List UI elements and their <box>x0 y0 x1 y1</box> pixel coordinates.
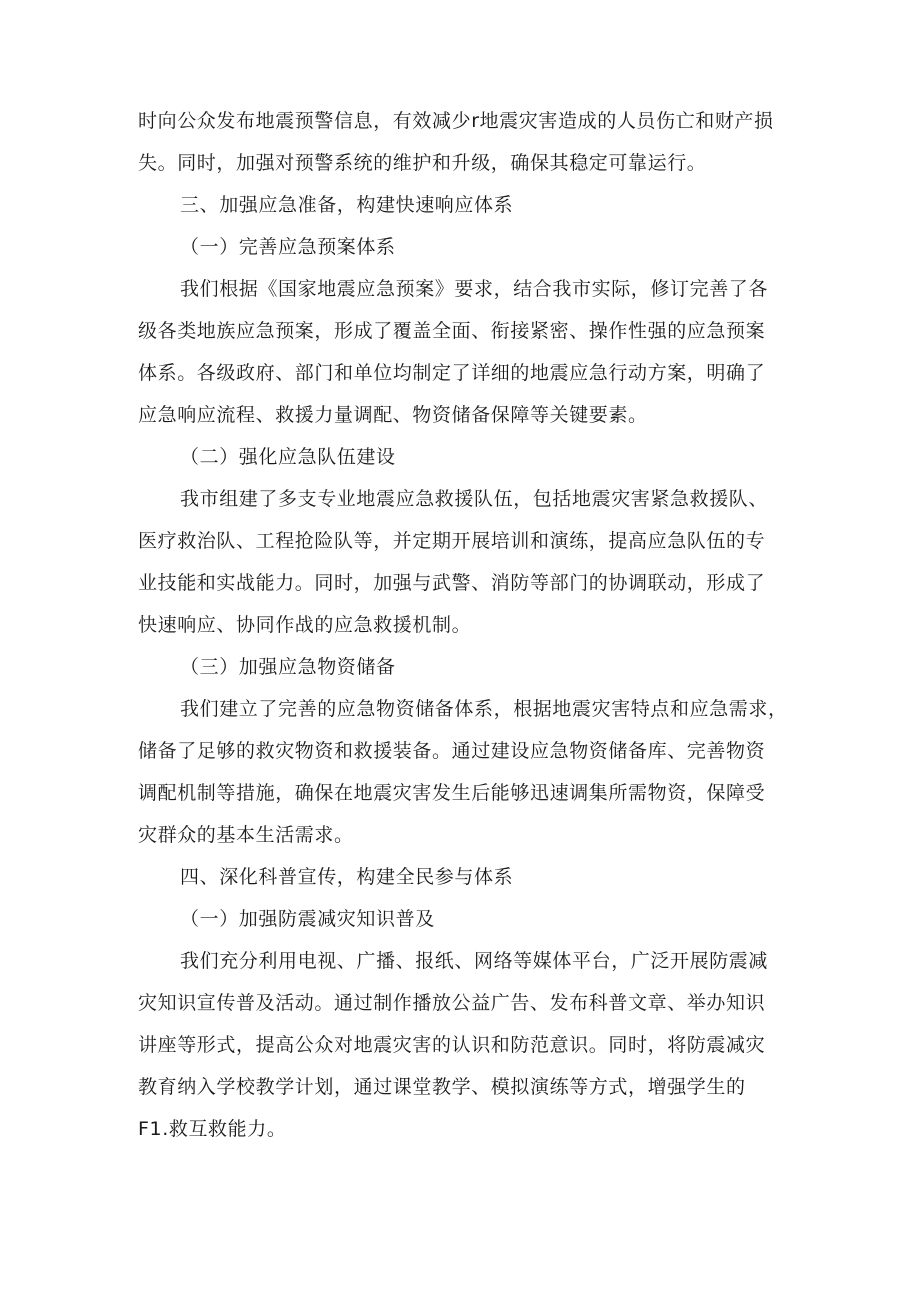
document-body <box>138 100 788 1150</box>
paragraph-line: 级各类地族应急预案，形成了覆盖全面、衔接紧密、操作性强的应急预案 <box>138 320 766 342</box>
paragraph-line: 我市组建了多支专业地震应急救援队伍，包括地震灾害紧急救援队、 <box>180 488 769 510</box>
paragraph-line: 教育纳入学校教学计划，通过课堂教学、模拟演练等方式，增强学生的 <box>138 1076 746 1098</box>
paragraph-line: 调配机制等措施，确保在地震灾害发生后能够迅速调集所需物资，保障受 <box>138 782 766 804</box>
paragraph-line: 储备了足够的救灾物资和救援装备。通过建设应急物资储备库、完善物资 <box>138 740 766 762</box>
paragraph-line: 讲座等形式，提高公众对地震灾害的认识和防范意识。同时，将防震减灾 <box>138 1034 766 1056</box>
section-heading: 四、深化科普宣传，构建全民参与体系 <box>180 866 514 888</box>
paragraph-line: 体系。各级政府、部门和单位均制定了详细的地震应急行动方案，明确了 <box>138 362 766 384</box>
section-heading: 三、加强应急准备，构建快速响应体系 <box>180 194 514 216</box>
paragraph-line: 应急响应流程、救援力量调配、物资储备保障等关键要素。 <box>138 404 648 426</box>
paragraph-line: 我们充分利用电视、广播、报纸、网络等媒体平台，广泛开展防震减 <box>180 950 769 972</box>
paragraph-line: 失。同时，加强对预警系统的维护和升级，确保其稳定可靠运行。 <box>138 152 707 174</box>
subsection-heading: （一）加强防震减灾知识普及 <box>180 908 435 930</box>
paragraph-line: 快速响应、协同作战的应急救援机制。 <box>138 614 472 636</box>
paragraph-line: 灾知识宣传普及活动。通过制作播放公益广告、发布科普文章、举办知识 <box>138 992 766 1014</box>
paragraph-line: 我们根据《国家地震应急预案》要求，结合我市实际，修订完善了各 <box>180 278 769 300</box>
paragraph-line: 医疗救治队、工程抢险队等，并定期开展培训和演练，提高应急队伍的专 <box>138 530 766 552</box>
subsection-heading: （二）强化应急队伍建设 <box>180 446 396 468</box>
paragraph-line: F1.救互救能力。 <box>138 1118 287 1140</box>
subsection-heading: （三）加强应急物资储备 <box>180 656 396 678</box>
subsection-heading: （一）完善应急预案体系 <box>180 236 396 258</box>
paragraph-line: 时向公众发布地震预警信息，有效减少r地震灾害造成的人员伤亡和财产损 <box>138 110 774 132</box>
paragraph-line: 业技能和实战能力。同时，加强与武警、消防等部门的协调联动，形成了 <box>138 572 766 594</box>
paragraph-line: 我们建立了完善的应急物资储备体系，根据地震灾害特点和应急需求， <box>180 698 788 720</box>
paragraph-line: 灾群众的基本生活需求。 <box>138 824 354 846</box>
